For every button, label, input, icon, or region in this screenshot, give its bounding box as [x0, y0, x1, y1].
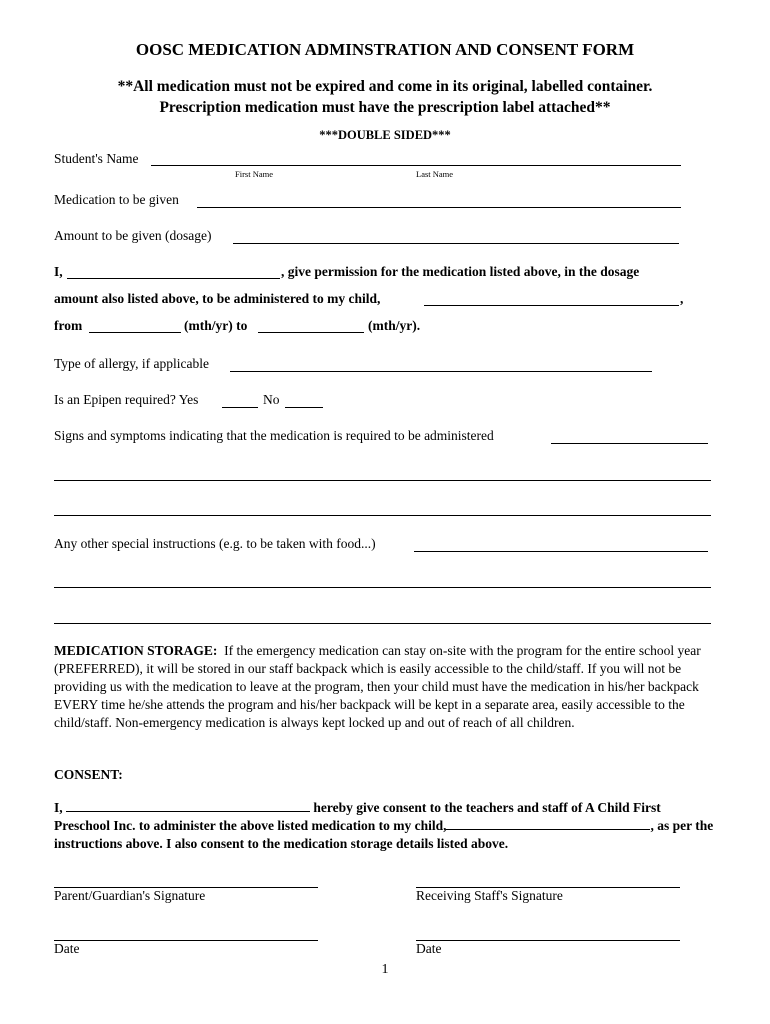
- allergy-field[interactable]: [230, 371, 652, 372]
- double-sided-note: ***DOUBLE SIDED***: [319, 128, 451, 142]
- medication-label: Medication to be given: [54, 192, 179, 207]
- storage-heading: MEDICATION STORAGE:: [54, 643, 218, 658]
- instructions-line-3[interactable]: [54, 623, 711, 624]
- symptoms-line-3[interactable]: [54, 515, 711, 516]
- parent-signature-label: Parent/Guardian's Signature: [54, 888, 206, 903]
- instructions-field[interactable]: [414, 551, 708, 552]
- to-date-field[interactable]: [258, 332, 364, 333]
- epipen-yes-field[interactable]: [222, 407, 258, 408]
- last-name-label: Last Name: [416, 169, 454, 179]
- epipen-no-field[interactable]: [285, 407, 323, 408]
- permission-text-1: , give permission for the medication listed above, in the dosage: [281, 264, 640, 279]
- consent-child-field[interactable]: [446, 817, 650, 830]
- consent-text-end: , as per the instructions above. I also consent to the medication storage details listed above.: [54, 818, 714, 851]
- parent-date-label: Date: [54, 941, 80, 956]
- amount-label: Amount to be given (dosage): [54, 228, 212, 243]
- permission-end: (mth/yr).: [368, 318, 421, 333]
- staff-date-line[interactable]: [416, 940, 680, 941]
- child-name-field[interactable]: [424, 305, 679, 306]
- symptoms-label: Signs and symptoms indicating that the medication is required to be administered: [54, 428, 494, 443]
- parent-date-line[interactable]: [54, 940, 318, 941]
- subtitle-line-2: Prescription medication must have the prescription label attached**: [159, 99, 611, 116]
- page-number: 1: [381, 962, 389, 977]
- consent-heading: CONSENT:: [54, 767, 123, 782]
- form-subtitle: [0, 76, 770, 118]
- subtitle-line-1: **All medication must not be expired and come in its original, labelled container.: [117, 78, 653, 95]
- student-name-label: Student's Name: [54, 151, 139, 166]
- symptoms-field[interactable]: [551, 443, 708, 444]
- consent-i: I,: [54, 800, 63, 815]
- permission-from: from: [54, 318, 83, 333]
- consent-paragraph: [54, 799, 716, 853]
- epipen-label: Is an Epipen required? Yes: [54, 392, 199, 407]
- consent-text: hereby give consent to the teachers and staff of A Child First Preschool Inc. to administer the above listed medication to my child,: [54, 800, 661, 833]
- instructions-line-2[interactable]: [54, 587, 711, 588]
- permission-to: (mth/yr) to: [184, 318, 248, 333]
- parent-name-field[interactable]: [67, 278, 280, 279]
- symptoms-line-2[interactable]: [54, 480, 711, 481]
- allergy-label: Type of allergy, if applicable: [54, 356, 209, 371]
- medication-field[interactable]: [197, 207, 681, 208]
- permission-text-2: amount also listed above, to be administered to my child,: [54, 291, 381, 306]
- storage-text: If the emergency medication can stay on-site with the program for the entire school year (PREFERRED), it will be stored in our staff backpack which is easily accessible to the child/staff. If you will not be providing us with the medication to leave at the program, then your child must have the medication in his/her backpack EVERY time he/she attends the program and his/her backpack will be kept in a separate area, easily accessible to the child/staff. Non-emergency medication is always kept locked up and out of reach of all children.: [54, 643, 701, 730]
- instructions-label: Any other special instructions (e.g. to be taken with food...): [54, 536, 376, 551]
- consent-parent-field[interactable]: [66, 799, 310, 812]
- storage-paragraph: [54, 642, 716, 732]
- amount-field[interactable]: [233, 243, 679, 244]
- staff-date-label: Date: [416, 941, 442, 956]
- epipen-no-label: No: [263, 392, 280, 407]
- permission-comma: ,: [680, 291, 684, 306]
- form-title: OOSC MEDICATION ADMINSTRATION AND CONSENT FORM: [135, 40, 635, 59]
- staff-signature-label: Receiving Staff's Signature: [416, 888, 563, 903]
- first-name-label: First Name: [235, 169, 274, 179]
- permission-i: I,: [54, 264, 63, 279]
- student-name-field[interactable]: [151, 165, 681, 166]
- from-date-field[interactable]: [89, 332, 181, 333]
